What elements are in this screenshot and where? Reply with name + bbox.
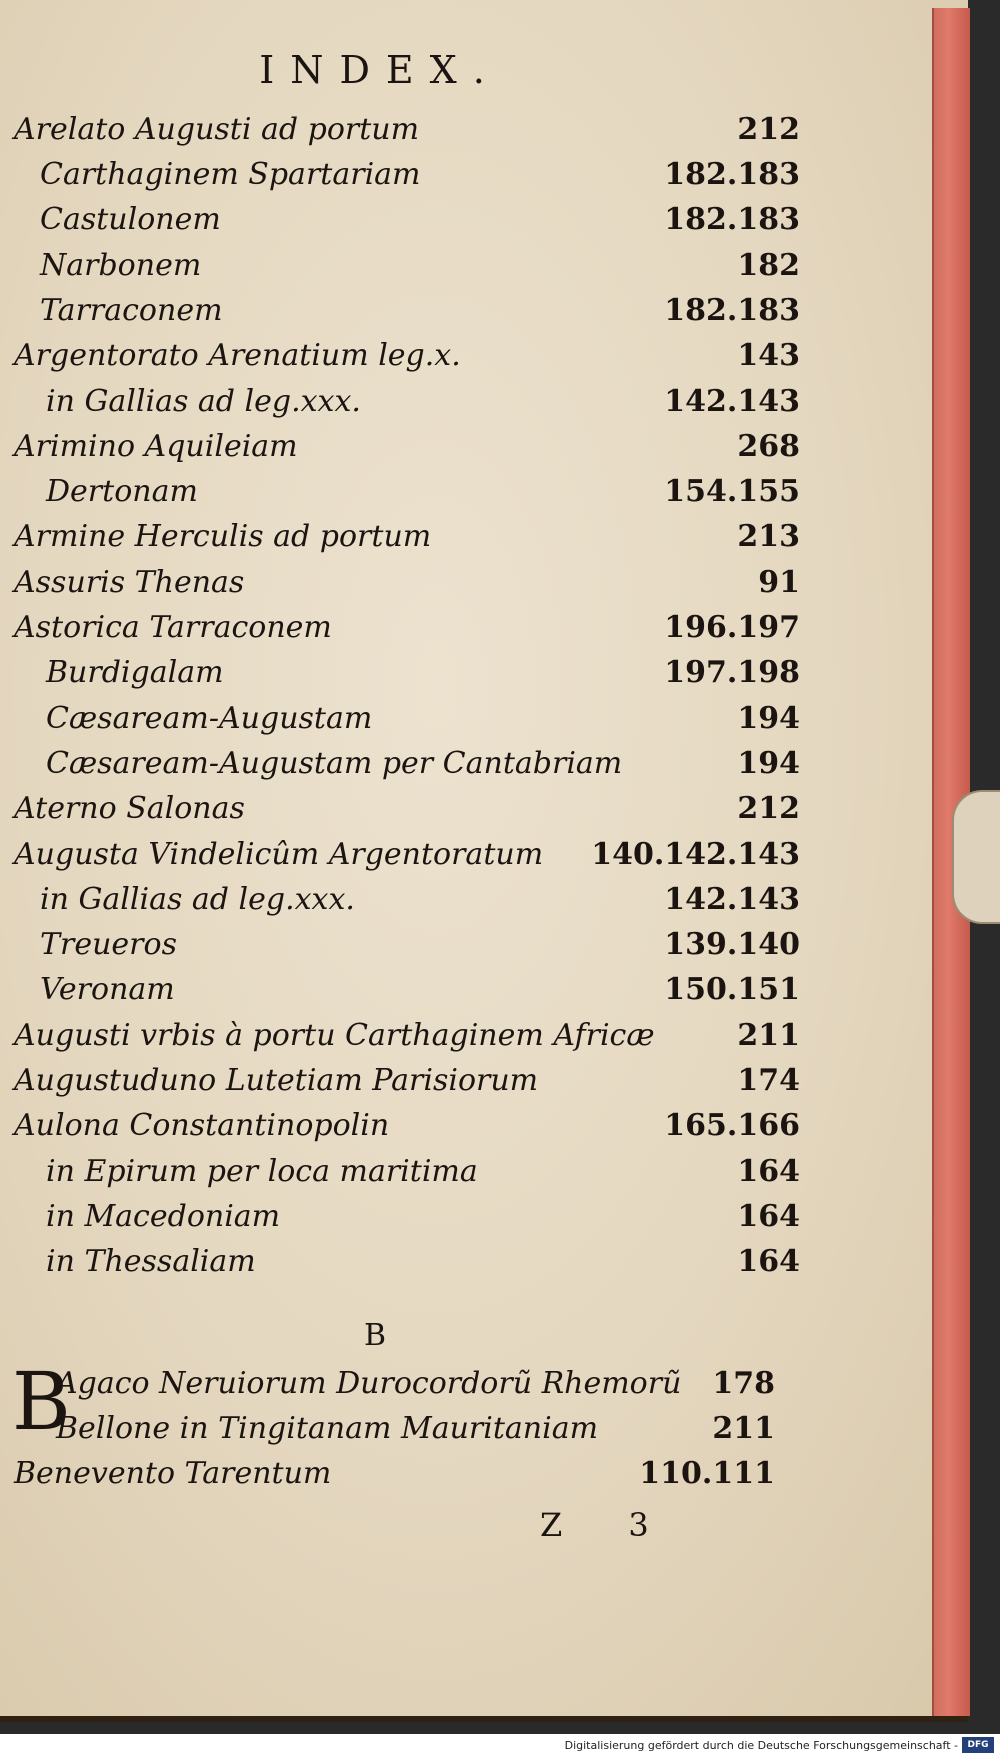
entry-pages: 268 [737,429,800,464]
entry-place: Cæsaream-Augustam per Cantabriam [46,746,623,781]
entry-pages: 182.183 [664,157,800,192]
entry-pages: 164 [737,1154,800,1189]
entry-place: Assuris Thenas [14,565,245,600]
entry-pages: 194 [737,746,800,781]
entry-place: in Gallias ad leg.xxx. [40,882,355,917]
entry-place: Astorica Tarraconem [14,610,332,645]
index-entry [0,791,800,835]
dfg-logo: DFG [962,1737,994,1753]
section-letter: B [363,1318,387,1353]
index-entry [0,202,800,246]
entry-place: Burdigalam [46,655,224,690]
entry-pages: 165.166 [664,1108,800,1143]
index-entry [0,1154,800,1198]
entry-place: Arelato Augusti ad portum [14,112,420,147]
entry-pages: 212 [737,791,800,826]
index-entry [0,972,800,1016]
entry-pages: 178 [712,1366,775,1401]
entry-pages: 213 [737,519,800,554]
index-entry [0,429,800,473]
entry-pages: 164 [737,1244,800,1279]
index-entry [0,610,800,654]
entry-pages: 91 [758,565,800,600]
index-entry [0,1366,775,1410]
entry-place: in Thessaliam [46,1244,256,1279]
entry-place: Bellone in Tingitanam Mauritaniam [56,1411,599,1446]
index-entry [0,519,800,563]
entry-place: Agaco Neruiorum Durocordorũ Rhemorũ [56,1366,682,1401]
funding-note: Digitalisierung gefördert durch die Deutsche Forschungsgemeinschaft - [564,1739,958,1752]
entry-place: Augustuduno Lutetiam Parisiorum [14,1063,539,1098]
entry-place: Dertonam [46,474,198,509]
entry-pages: 154.155 [664,474,800,509]
entry-place: Aterno Salonas [14,791,245,826]
drop-cap: B [12,1355,71,1448]
index-entry [0,701,800,745]
entry-place: Augusta Vindelicûm Argentoratum [14,837,544,872]
index-entry [0,927,800,971]
entry-place: Castulonem [40,202,221,237]
entry-place: Armine Herculis ad portum [14,519,432,554]
entry-place: Arimino Aquileiam [14,429,298,464]
entry-pages: 211 [712,1411,775,1446]
index-entry [0,655,800,699]
footer-bar [0,1734,1000,1757]
entry-pages: 182 [737,248,800,283]
entry-place: Argentorato Arenatium leg.x. [14,338,461,373]
entry-place: in Epirum per loca maritima [46,1154,478,1189]
entry-pages: 194 [737,701,800,736]
index-entry [0,1018,800,1062]
entry-pages: 212 [737,112,800,147]
index-entry [0,565,800,609]
entry-pages: 182.183 [664,202,800,237]
entry-place: Narbonem [40,248,202,283]
index-entry [0,157,800,201]
page-tab [952,790,1000,924]
index-entry [0,1244,800,1288]
entry-pages: 174 [737,1063,800,1098]
entry-place: Augusti vrbis à portu Carthaginem Africæ [14,1018,655,1053]
index-entry [0,882,800,926]
index-entry [0,248,800,292]
index-entry [0,293,800,337]
entry-pages: 197.198 [664,655,800,690]
entry-place: Cæsaream-Augustam [46,701,373,736]
entry-place: Carthaginem Spartariam [40,157,421,192]
index-entry [0,1199,800,1243]
entry-place: Aulona Constantinopolin [14,1108,390,1143]
index-entry [0,746,800,790]
index-entry [0,112,800,156]
entry-pages: 140.142.143 [591,837,800,872]
entry-pages: 150.151 [664,972,800,1007]
entry-place: Treueros [40,927,177,962]
index-entry [0,1411,775,1455]
entry-pages: 143 [737,338,800,373]
entry-pages: 211 [737,1018,800,1053]
entry-place: Veronam [40,972,175,1007]
entry-pages: 164 [737,1199,800,1234]
index-entry [0,384,800,428]
signature-mark: Z 3 [540,1506,677,1544]
index-entry [0,837,800,881]
entry-pages: 142.143 [664,882,800,917]
entry-pages: 110.111 [639,1456,775,1491]
entry-pages: 142.143 [664,384,800,419]
index-entry [0,1456,775,1500]
index-entry [0,1108,800,1152]
entry-place: in Macedoniam [46,1199,281,1234]
index-entry [0,474,800,518]
entry-pages: 139.140 [664,927,800,962]
index-entry [0,338,800,382]
entry-pages: 182.183 [664,293,800,328]
entry-place: Tarraconem [40,293,223,328]
index-header: INDEX. [259,48,501,92]
entry-place: in Gallias ad leg.xxx. [46,384,361,419]
index-entry [0,1063,800,1107]
entry-place: Benevento Tarentum [14,1456,332,1491]
entry-pages: 196.197 [664,610,800,645]
